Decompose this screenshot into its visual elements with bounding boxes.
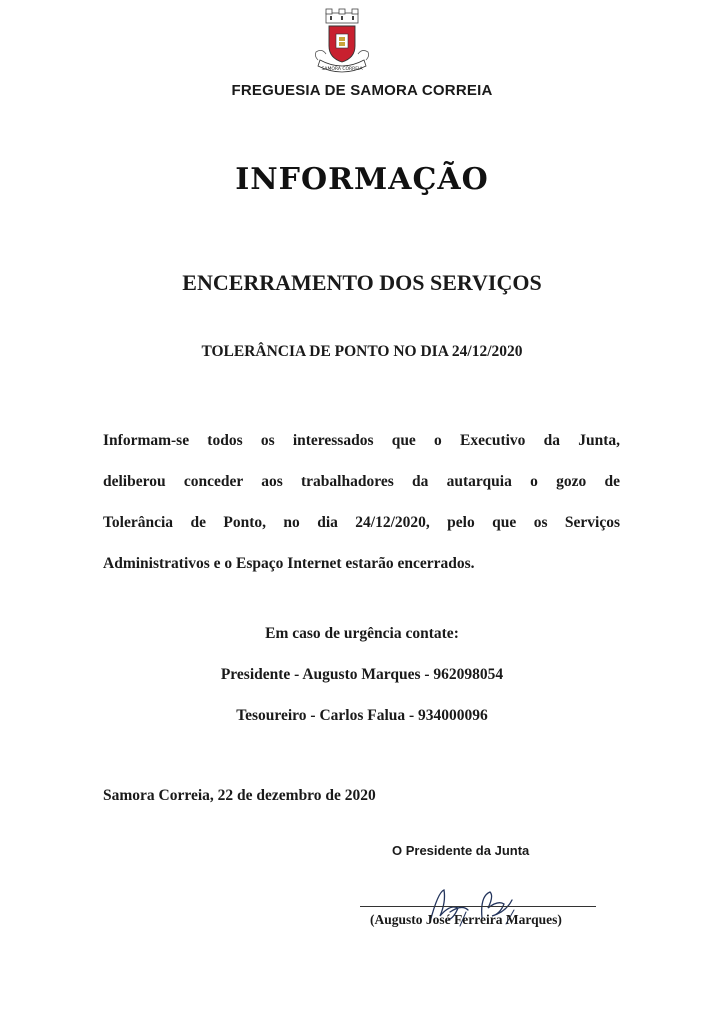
body-line: Tolerância de Ponto, no dia 24/12/2020, pelo que os Serviços [103, 514, 620, 531]
emergency-contacts [0, 620, 724, 743]
signer-name: (Augusto José Ferreira Marques) [370, 912, 562, 927]
contact-line-treasurer: Tesoureiro - Carlos Falua - 934000096 [236, 707, 488, 724]
notice-body [103, 420, 620, 584]
body-line: Administrativos e o Espaço Internet estarão encerrados. [103, 555, 475, 572]
signature-line [360, 906, 596, 907]
notice-subject: ENCERRAMENTO DOS SERVIÇOS [182, 270, 542, 295]
coat-of-arms-logo [312, 8, 372, 78]
contact-line-president: Presidente - Augusto Marques - 962098054 [220, 666, 504, 683]
place-and-date: Samora Correia, 22 de dezembro de 2020 [103, 787, 376, 804]
signer-title: O Presidente da Junta [392, 843, 530, 858]
contacts-intro: Em caso de urgência contate: [265, 625, 459, 642]
notice-subtitle: TOLERÂNCIA DE PONTO NO DIA 24/12/2020 [201, 343, 523, 360]
body-line: Informam-se todos os interessados que o Executivo da Junta, [103, 432, 620, 449]
organization-name: FREGUESIA DE SAMORA CORREIA [231, 82, 493, 99]
document-title: INFORMAÇÃO [235, 162, 489, 197]
svg-text:SAMORA CORREIA: SAMORA CORREIA [321, 67, 363, 72]
body-line: deliberou conceder aos trabalhadores da autarquia o gozo de [103, 473, 620, 490]
